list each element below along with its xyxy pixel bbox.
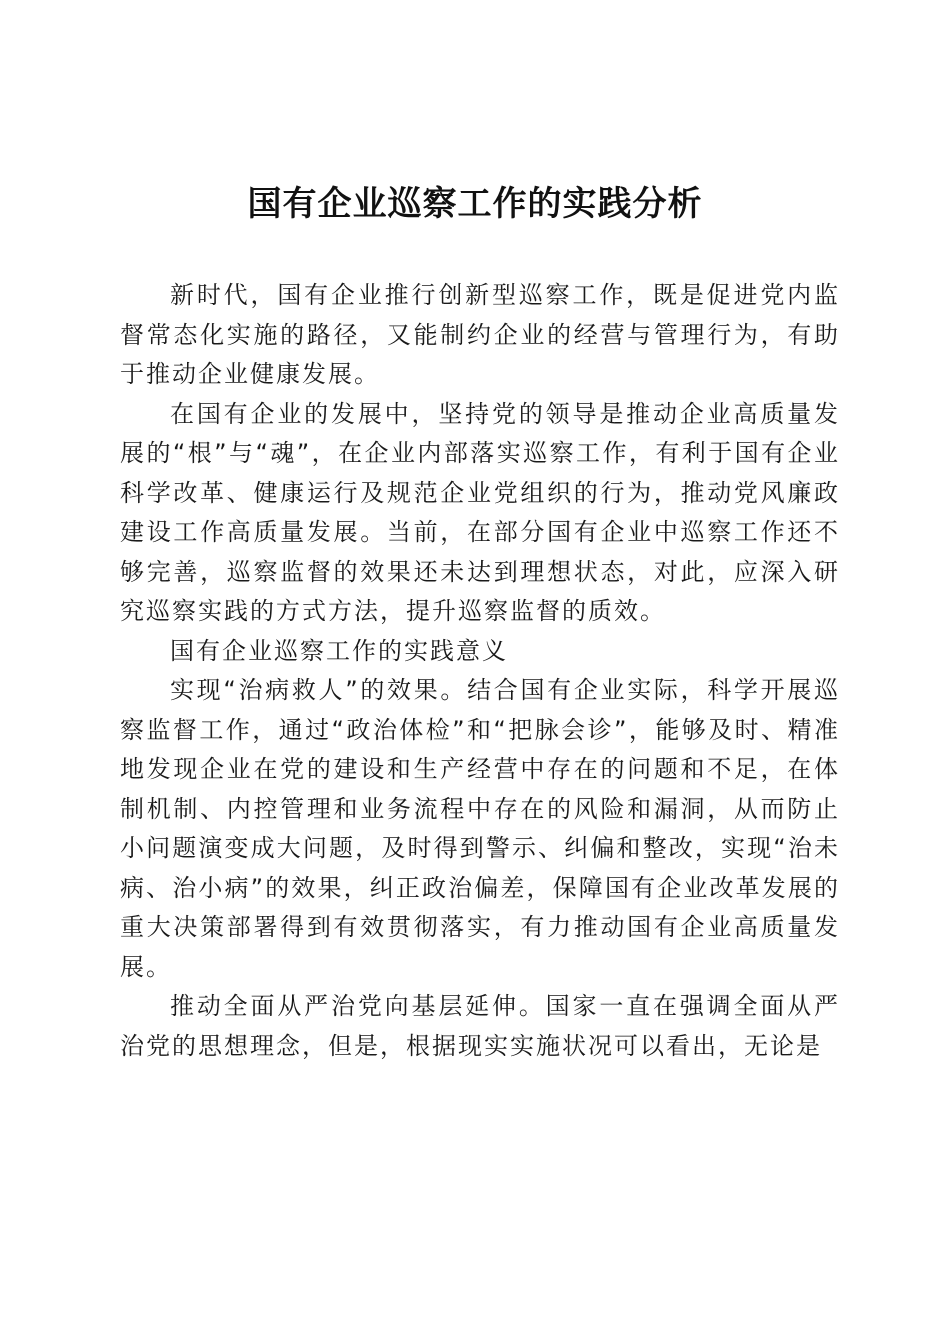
document-title: 国有企业巡察工作的实践分析: [247, 184, 703, 224]
document-body: [120, 276, 840, 1066]
section-heading: 国有企业巡察工作的实践意义: [170, 636, 508, 665]
paragraph-effect: 实现“治病救人”的效果。结合国有企业实际，科学开展巡察监督工作，通过“政治体检”和“把脉会诊”，能够及时、精准地发现企业在党的建设和生产经营中存在的问题和不足，在体制机制、内控管理和业务流程中存在的风险和漏洞，从而防止小问题演变成大问题，及时得到警示、纠偏和整改，实现“治未病、治小病”的效果，纠正政治偏差，保障国有企业改革发展的重大决策部署得到有效贯彻落实，有力推动国有企业高质量发展。: [120, 676, 840, 981]
paragraph-background: 在国有企业的发展中，坚持党的领导是推动企业高质量发展的“根”与“魂”，在企业内部落实巡察工作，有利于国有企业科学改革、健康运行及规范企业党组织的行为，推动党风廉政建设工作高质量发展。当前，在部分国有企业中巡察工作还不够完善，巡察监督的效果还未达到理想状态，对此，应深入研究巡察实践的方式方法，提升巡察监督的质效。: [120, 399, 840, 625]
paragraph-intro: 新时代，国有企业推行创新型巡察工作，既是促进党内监督常态化实施的路径，又能制约企业的经营与管理行为，有助于推动企业健康发展。: [120, 281, 840, 388]
paragraph-extension: 推动全面从严治党向基层延伸。国家一直在强调全面从严治党的思想理念，但是，根据现实实施状况可以看出，无论是: [120, 992, 840, 1060]
